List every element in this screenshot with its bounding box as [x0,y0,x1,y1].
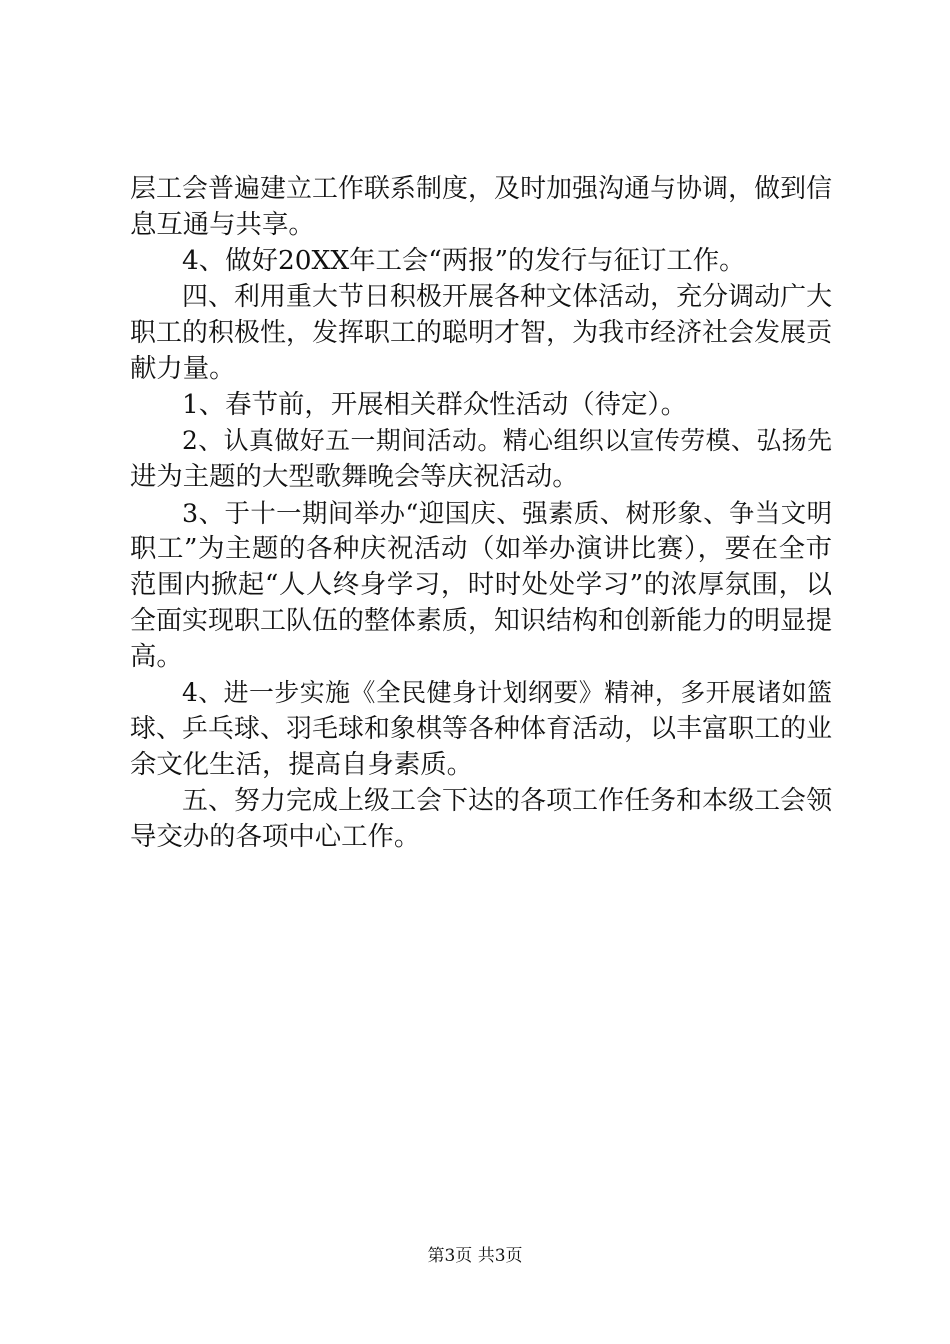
text-line: 息互通与共享。 [130,209,315,240]
text-line: 2、认真做好五一期间活动。精心组织以宣传劳模、弘扬先 [182,426,832,455]
text-line: 职工的积极性，发挥职工的聪明才智，为我市经济社会发展贡 [130,318,832,348]
text-line: 余文化生活，提高自身素质。 [130,749,474,780]
document-body [130,171,832,855]
text-line: 3、于十一期间举办“迎国庆、强素质、树形象、争当文明 [182,498,832,528]
text-line: 球、乒乓球、羽毛球和象棋等各种体育活动，以丰富职工的业 [130,714,832,744]
text-line: 范围内掀起“人人终身学习，时时处处学习”的浓厚氛围，以 [130,569,832,600]
text-line: 全面实现职工队伍的整体素质，知识结构和创新能力的明显提 [130,606,832,636]
page-number: 第3页 共3页 [427,1246,523,1266]
text-line: 献力量。 [130,353,236,384]
text-line: 四、利用重大节日积极开展各种文体活动，充分调动广大 [182,282,832,312]
text-line: 导交办的各项中心工作。 [130,821,421,852]
text-line: 1、春节前，开展相关群众性活动（待定）。 [182,389,688,420]
text-line: 职工”为主题的各种庆祝活动（如举办演讲比赛），要在全市 [130,533,832,564]
text-line: 层工会普遍建立工作联系制度，及时加强沟通与协调，做到信 [130,174,832,204]
text-line: 4、进一步实施《全民健身计划纲要》精神，多开展诸如篮 [182,678,832,707]
text-line: 五、努力完成上级工会下达的各项工作任务和本级工会领 [182,786,832,816]
text-line: 4、做好20XX年工会“两报”的发行与征订工作。 [182,245,746,276]
text-line: 高。 [130,641,183,672]
text-line: 进为主题的大型歌舞晚会等庆祝活动。 [130,461,579,492]
page-footer [0,1245,950,1267]
